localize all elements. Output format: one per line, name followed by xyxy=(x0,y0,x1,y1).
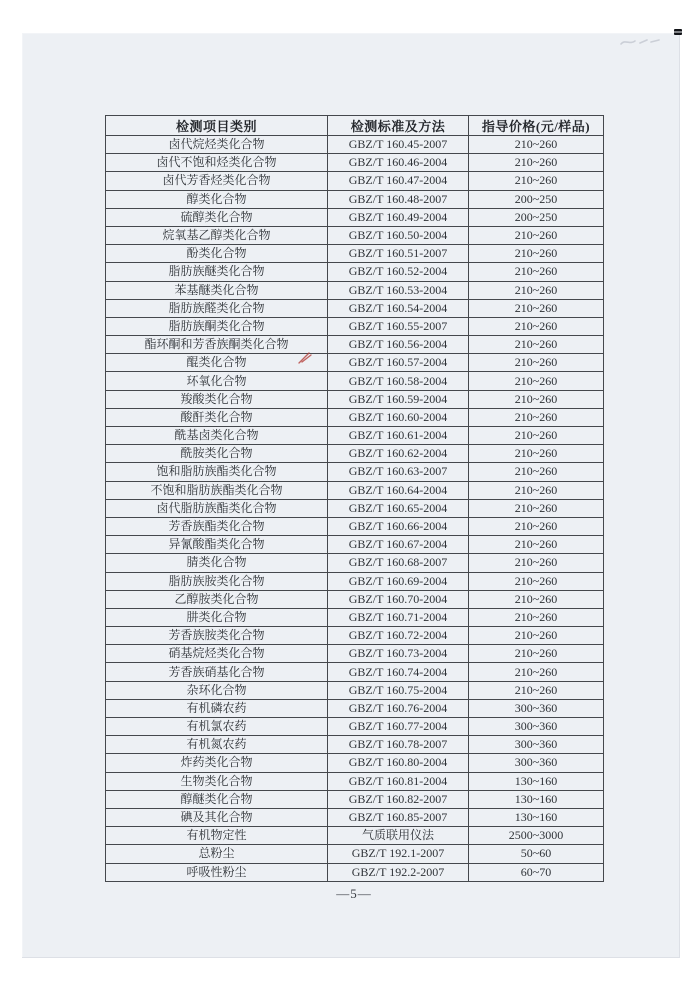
scanned-page xyxy=(22,33,680,958)
price-cell: 210~260 xyxy=(469,372,604,390)
standard-cell: GBZ/T 160.85-2007 xyxy=(328,808,469,826)
table-body xyxy=(106,136,604,882)
price-cell: 130~160 xyxy=(469,790,604,808)
category-cell: 脂肪族酮类化合物 xyxy=(106,317,328,335)
table-row xyxy=(106,772,604,790)
standard-cell: GBZ/T 160.76-2004 xyxy=(328,699,469,717)
category-cell: 醇类化合物 xyxy=(106,190,328,208)
header-category: 检测项目类别 xyxy=(106,116,328,136)
price-cell: 210~260 xyxy=(469,317,604,335)
table-row xyxy=(106,427,604,445)
table-row xyxy=(106,590,604,608)
table-row xyxy=(106,808,604,826)
table-row xyxy=(106,190,604,208)
table-row xyxy=(106,245,604,263)
category-cell: 酸酐类化合物 xyxy=(106,408,328,426)
price-cell: 200~250 xyxy=(469,208,604,226)
price-cell: 210~260 xyxy=(469,281,604,299)
price-cell: 210~260 xyxy=(469,517,604,535)
standard-cell: GBZ/T 192.1-2007 xyxy=(328,845,469,863)
standard-cell: GBZ/T 160.45-2007 xyxy=(328,136,469,154)
table-row xyxy=(106,372,604,390)
standard-cell: GBZ/T 192.2-2007 xyxy=(328,863,469,881)
standard-cell: GBZ/T 160.78-2007 xyxy=(328,736,469,754)
standard-cell: GBZ/T 160.62-2004 xyxy=(328,445,469,463)
category-cell: 酰基卤类化合物 xyxy=(106,427,328,445)
price-cell: 210~260 xyxy=(469,408,604,426)
table-row xyxy=(106,754,604,772)
standard-cell: GBZ/T 160.74-2004 xyxy=(328,663,469,681)
price-cell: 210~260 xyxy=(469,154,604,172)
table-row xyxy=(106,481,604,499)
standard-cell: GBZ/T 160.82-2007 xyxy=(328,790,469,808)
price-cell: 210~260 xyxy=(469,572,604,590)
category-cell: 芳香族硝基化合物 xyxy=(106,663,328,681)
category-cell: 硫醇类化合物 xyxy=(106,208,328,226)
table-row xyxy=(106,136,604,154)
table-row xyxy=(106,445,604,463)
price-cell: 210~260 xyxy=(469,627,604,645)
standard-cell: GBZ/T 160.54-2004 xyxy=(328,299,469,317)
table-header xyxy=(106,116,604,136)
price-cell: 60~70 xyxy=(469,863,604,881)
table-row xyxy=(106,790,604,808)
standard-cell: GBZ/T 160.47-2004 xyxy=(328,172,469,190)
standard-cell: GBZ/T 160.81-2004 xyxy=(328,772,469,790)
standard-cell: GBZ/T 160.71-2004 xyxy=(328,608,469,626)
table-row xyxy=(106,172,604,190)
price-cell: 210~260 xyxy=(469,463,604,481)
header-price: 指导价格(元/样品) xyxy=(469,116,604,136)
price-cell: 210~260 xyxy=(469,336,604,354)
table-row xyxy=(106,226,604,244)
standard-cell: GBZ/T 160.56-2004 xyxy=(328,336,469,354)
price-cell: 210~260 xyxy=(469,390,604,408)
standard-cell: GBZ/T 160.58-2004 xyxy=(328,372,469,390)
price-cell: 210~260 xyxy=(469,536,604,554)
table-row xyxy=(106,281,604,299)
standard-cell: GBZ/T 160.63-2007 xyxy=(328,463,469,481)
category-cell: 脂肪族醛类化合物 xyxy=(106,299,328,317)
category-cell: 不饱和脂肪族酯类化合物 xyxy=(106,481,328,499)
table-row xyxy=(106,517,604,535)
table-row xyxy=(106,572,604,590)
table-row xyxy=(106,317,604,335)
page-number: —5— xyxy=(336,886,372,901)
standard-cell: GBZ/T 160.72-2004 xyxy=(328,627,469,645)
category-cell: 生物类化合物 xyxy=(106,772,328,790)
table-row xyxy=(106,336,604,354)
table-row xyxy=(106,554,604,572)
category-cell: 杂环化合物 xyxy=(106,681,328,699)
category-cell: 呼吸性粉尘 xyxy=(106,863,328,881)
category-cell: 卤代芳香烃类化合物 xyxy=(106,172,328,190)
category-cell: 醌类化合物 xyxy=(106,354,328,372)
category-cell: 异氰酸酯类化合物 xyxy=(106,536,328,554)
table-row xyxy=(106,627,604,645)
price-cell: 210~260 xyxy=(469,299,604,317)
category-cell: 芳香族酯类化合物 xyxy=(106,517,328,535)
category-cell: 卤代烷烃类化合物 xyxy=(106,136,328,154)
table-row xyxy=(106,463,604,481)
table-row xyxy=(106,499,604,517)
price-cell: 210~260 xyxy=(469,608,604,626)
category-cell: 酰胺类化合物 xyxy=(106,445,328,463)
standard-cell: GBZ/T 160.61-2004 xyxy=(328,427,469,445)
standard-cell: GBZ/T 160.57-2004 xyxy=(328,354,469,372)
category-cell: 卤代脂肪族酯类化合物 xyxy=(106,499,328,517)
standard-cell: GBZ/T 160.48-2007 xyxy=(328,190,469,208)
table-row xyxy=(106,299,604,317)
price-cell: 210~260 xyxy=(469,172,604,190)
category-cell: 羧酸类化合物 xyxy=(106,390,328,408)
table-row xyxy=(106,263,604,281)
category-cell: 醇醚类化合物 xyxy=(106,790,328,808)
standard-cell: GBZ/T 160.73-2004 xyxy=(328,645,469,663)
category-cell: 有机物定性 xyxy=(106,827,328,845)
category-cell: 卤代不饱和烃类化合物 xyxy=(106,154,328,172)
category-cell: 苯基醚类化合物 xyxy=(106,281,328,299)
table-row xyxy=(106,408,604,426)
category-cell: 腈类化合物 xyxy=(106,554,328,572)
table-row xyxy=(106,663,604,681)
price-cell: 130~160 xyxy=(469,808,604,826)
price-cell: 50~60 xyxy=(469,845,604,863)
category-cell: 肼类化合物 xyxy=(106,608,328,626)
standard-cell: GBZ/T 160.80-2004 xyxy=(328,754,469,772)
price-cell: 210~260 xyxy=(469,263,604,281)
category-cell: 乙醇胺类化合物 xyxy=(106,590,328,608)
price-cell: 2500~3000 xyxy=(469,827,604,845)
category-cell: 环氧化合物 xyxy=(106,372,328,390)
table-row xyxy=(106,608,604,626)
table-row xyxy=(106,681,604,699)
standard-cell: GBZ/T 160.59-2004 xyxy=(328,390,469,408)
category-cell: 饱和脂肪族酯类化合物 xyxy=(106,463,328,481)
standard-cell: GBZ/T 160.65-2004 xyxy=(328,499,469,517)
table-row xyxy=(106,645,604,663)
standard-cell: GBZ/T 160.46-2004 xyxy=(328,154,469,172)
standard-cell: GBZ/T 160.77-2004 xyxy=(328,718,469,736)
standard-cell: GBZ/T 160.60-2004 xyxy=(328,408,469,426)
standard-cell: GBZ/T 160.53-2004 xyxy=(328,281,469,299)
standard-cell: GBZ/T 160.52-2004 xyxy=(328,263,469,281)
category-cell: 总粉尘 xyxy=(106,845,328,863)
price-cell: 210~260 xyxy=(469,445,604,463)
pencil-scribble-icon xyxy=(618,35,666,49)
category-cell: 酚类化合物 xyxy=(106,245,328,263)
table-row xyxy=(106,863,604,881)
table-row xyxy=(106,827,604,845)
table-row xyxy=(106,736,604,754)
price-cell: 300~360 xyxy=(469,718,604,736)
standard-cell: GBZ/T 160.55-2007 xyxy=(328,317,469,335)
price-cell: 210~260 xyxy=(469,681,604,699)
table-row xyxy=(106,699,604,717)
table-row xyxy=(106,390,604,408)
table-row xyxy=(106,845,604,863)
header-row xyxy=(106,116,604,136)
red-pen-mark-icon xyxy=(296,350,314,366)
header-standard: 检测标准及方法 xyxy=(328,116,469,136)
standard-cell: GBZ/T 160.68-2007 xyxy=(328,554,469,572)
price-cell: 210~260 xyxy=(469,481,604,499)
category-cell: 烷氧基乙醇类化合物 xyxy=(106,226,328,244)
standard-cell: GBZ/T 160.67-2004 xyxy=(328,536,469,554)
standard-cell: GBZ/T 160.64-2004 xyxy=(328,481,469,499)
price-cell: 210~260 xyxy=(469,245,604,263)
standard-cell: GBZ/T 160.66-2004 xyxy=(328,517,469,535)
price-cell: 300~360 xyxy=(469,754,604,772)
category-cell: 芳香族胺类化合物 xyxy=(106,627,328,645)
price-cell: 300~360 xyxy=(469,699,604,717)
category-cell: 碘及其化合物 xyxy=(106,808,328,826)
category-cell: 炸药类化合物 xyxy=(106,754,328,772)
price-cell: 130~160 xyxy=(469,772,604,790)
table-row xyxy=(106,208,604,226)
table-row xyxy=(106,154,604,172)
price-cell: 210~260 xyxy=(469,645,604,663)
price-cell: 210~260 xyxy=(469,663,604,681)
standard-cell: GBZ/T 160.51-2007 xyxy=(328,245,469,263)
scan-corner-artifact-icon xyxy=(674,29,682,35)
price-cell: 210~260 xyxy=(469,427,604,445)
table-row xyxy=(106,354,604,372)
table-row xyxy=(106,718,604,736)
price-cell: 210~260 xyxy=(469,554,604,572)
category-cell: 硝基烷烃类化合物 xyxy=(106,645,328,663)
category-cell: 有机磷农药 xyxy=(106,699,328,717)
standard-cell: GBZ/T 160.69-2004 xyxy=(328,572,469,590)
price-cell: 210~260 xyxy=(469,136,604,154)
standard-cell: GBZ/T 160.70-2004 xyxy=(328,590,469,608)
standard-cell: GBZ/T 160.49-2004 xyxy=(328,208,469,226)
category-cell: 酯环酮和芳香族酮类化合物 xyxy=(106,336,328,354)
price-cell: 300~360 xyxy=(469,736,604,754)
price-table xyxy=(105,115,604,882)
category-cell: 有机氯农药 xyxy=(106,718,328,736)
price-cell: 200~250 xyxy=(469,190,604,208)
price-cell: 210~260 xyxy=(469,226,604,244)
price-cell: 210~260 xyxy=(469,499,604,517)
standard-cell: 气质联用仪法 xyxy=(328,827,469,845)
price-cell: 210~260 xyxy=(469,354,604,372)
table-row xyxy=(106,536,604,554)
category-cell: 脂肪族醚类化合物 xyxy=(106,263,328,281)
price-cell: 210~260 xyxy=(469,590,604,608)
category-cell: 有机氮农药 xyxy=(106,736,328,754)
standard-cell: GBZ/T 160.75-2004 xyxy=(328,681,469,699)
category-cell: 脂肪族胺类化合物 xyxy=(106,572,328,590)
standard-cell: GBZ/T 160.50-2004 xyxy=(328,226,469,244)
